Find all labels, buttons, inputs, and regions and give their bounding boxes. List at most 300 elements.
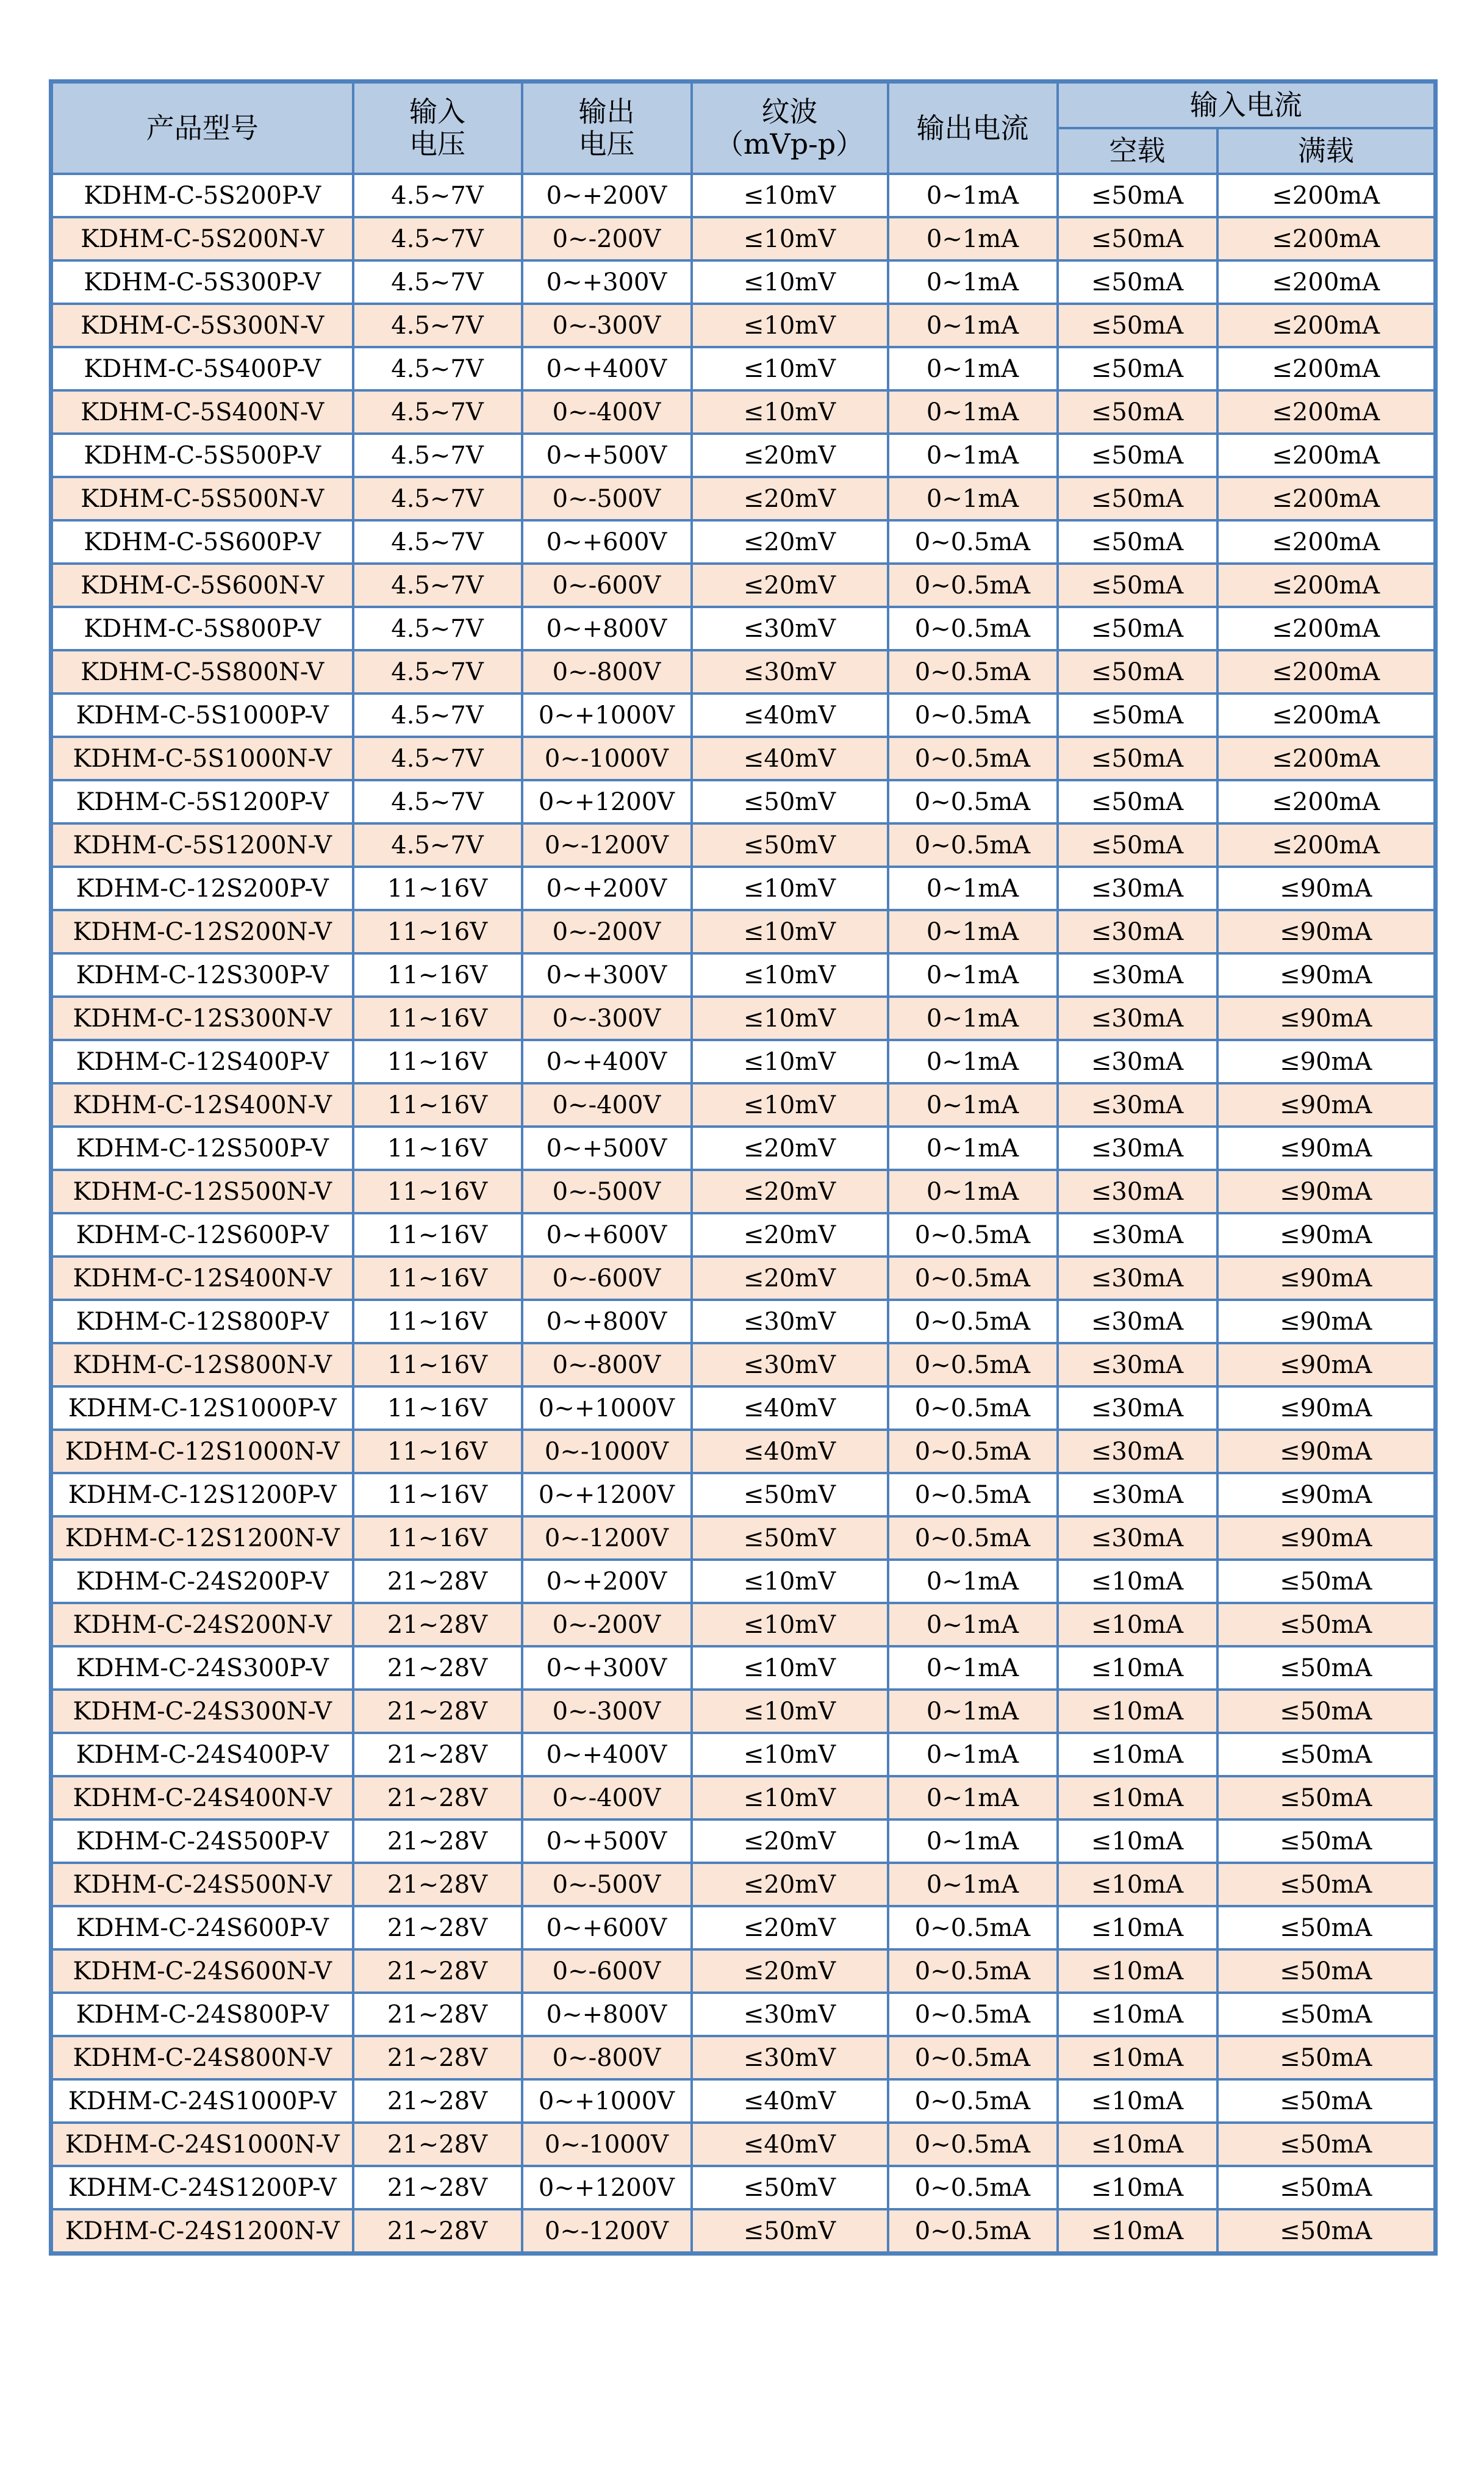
cell-ripple: ≤10mV <box>692 1083 888 1127</box>
cell-product-model: KDHM-C-12S200N-V <box>51 910 353 953</box>
cell-full-load-current: ≤50mA <box>1217 1603 1436 1646</box>
table-row <box>51 564 1436 607</box>
cell-no-load-current: ≤30mA <box>1058 1386 1217 1430</box>
cell-product-model: KDHM-C-5S400N-V <box>51 390 353 434</box>
cell-product-model: KDHM-C-24S500P-V <box>51 1819 353 1863</box>
cell-ripple: ≤10mV <box>692 1646 888 1690</box>
cell-full-load-current: ≤90mA <box>1217 1257 1436 1300</box>
table-row <box>51 2123 1436 2166</box>
table-row <box>51 1300 1436 1343</box>
cell-full-load-current: ≤50mA <box>1217 2036 1436 2079</box>
cell-input-voltage: 4.5~7V <box>353 477 522 520</box>
cell-input-voltage: 21~28V <box>353 2166 522 2209</box>
cell-no-load-current: ≤30mA <box>1058 1040 1217 1083</box>
cell-ripple: ≤30mV <box>692 1993 888 2036</box>
cell-output-voltage: 0~+300V <box>522 1646 692 1690</box>
cell-ripple: ≤50mV <box>692 780 888 823</box>
cell-output-current: 0~1mA <box>888 1560 1058 1603</box>
table-row <box>51 2166 1436 2209</box>
table-row <box>51 823 1436 867</box>
cell-output-voltage: 0~+1200V <box>522 780 692 823</box>
cell-product-model: KDHM-C-12S1200N-V <box>51 1516 353 1560</box>
table-row <box>51 1040 1436 1083</box>
cell-product-model: KDHM-C-24S800N-V <box>51 2036 353 2079</box>
cell-product-model: KDHM-C-5S200P-V <box>51 174 353 217</box>
cell-output-voltage: 0~+200V <box>522 867 692 910</box>
cell-input-voltage: 4.5~7V <box>353 260 522 304</box>
cell-output-voltage: 0~+1200V <box>522 1473 692 1516</box>
cell-no-load-current: ≤30mA <box>1058 997 1217 1040</box>
cell-product-model: KDHM-C-12S1000N-V <box>51 1430 353 1473</box>
cell-ripple: ≤30mV <box>692 607 888 650</box>
cell-no-load-current: ≤10mA <box>1058 1863 1217 1906</box>
cell-output-voltage: 0~-1200V <box>522 2209 692 2254</box>
cell-input-voltage: 21~28V <box>353 1603 522 1646</box>
cell-no-load-current: ≤10mA <box>1058 2166 1217 2209</box>
cell-output-voltage: 0~+400V <box>522 1040 692 1083</box>
table-row <box>51 174 1436 217</box>
cell-no-load-current: ≤50mA <box>1058 304 1217 347</box>
header-output-voltage-line2: 电压 <box>578 127 635 160</box>
table-row <box>51 390 1436 434</box>
cell-full-load-current: ≤200mA <box>1217 304 1436 347</box>
table-row <box>51 1083 1436 1127</box>
cell-product-model: KDHM-C-24S1000P-V <box>51 2079 353 2123</box>
cell-ripple: ≤20mV <box>692 1819 888 1863</box>
header-input-voltage-line2: 电压 <box>409 127 465 160</box>
cell-output-current: 0~1mA <box>888 217 1058 260</box>
cell-ripple: ≤10mV <box>692 1733 888 1776</box>
cell-product-model: KDHM-C-5S1000N-V <box>51 737 353 780</box>
cell-product-model: KDHM-C-12S400N-V <box>51 1083 353 1127</box>
cell-ripple: ≤10mV <box>692 174 888 217</box>
table-row <box>51 1170 1436 1213</box>
cell-output-voltage: 0~-600V <box>522 1257 692 1300</box>
cell-full-load-current: ≤90mA <box>1217 867 1436 910</box>
cell-output-voltage: 0~+500V <box>522 1127 692 1170</box>
cell-output-current: 0~0.5mA <box>888 2209 1058 2254</box>
cell-no-load-current: ≤10mA <box>1058 1603 1217 1646</box>
cell-ripple: ≤10mV <box>692 217 888 260</box>
cell-output-current: 0~0.5mA <box>888 1906 1058 1949</box>
cell-product-model: KDHM-C-24S400P-V <box>51 1733 353 1776</box>
cell-output-current: 0~1mA <box>888 304 1058 347</box>
table-row <box>51 997 1436 1040</box>
cell-output-current: 0~1mA <box>888 1690 1058 1733</box>
cell-ripple: ≤10mV <box>692 1560 888 1603</box>
cell-output-voltage: 0~+500V <box>522 434 692 477</box>
cell-output-voltage: 0~-200V <box>522 1603 692 1646</box>
cell-input-voltage: 4.5~7V <box>353 780 522 823</box>
cell-output-voltage: 0~-1200V <box>522 1516 692 1560</box>
cell-output-voltage: 0~+800V <box>522 1300 692 1343</box>
table-row <box>51 1690 1436 1733</box>
cell-product-model: KDHM-C-24S600N-V <box>51 1949 353 1993</box>
cell-output-current: 0~1mA <box>888 953 1058 997</box>
cell-no-load-current: ≤10mA <box>1058 2209 1217 2254</box>
cell-input-voltage: 4.5~7V <box>353 390 522 434</box>
cell-full-load-current: ≤90mA <box>1217 1127 1436 1170</box>
cell-no-load-current: ≤30mA <box>1058 1430 1217 1473</box>
cell-output-voltage: 0~-800V <box>522 650 692 694</box>
cell-full-load-current: ≤200mA <box>1217 434 1436 477</box>
cell-product-model: KDHM-C-24S800P-V <box>51 1993 353 2036</box>
cell-no-load-current: ≤10mA <box>1058 1560 1217 1603</box>
cell-full-load-current: ≤50mA <box>1217 1819 1436 1863</box>
cell-no-load-current: ≤50mA <box>1058 174 1217 217</box>
cell-full-load-current: ≤200mA <box>1217 477 1436 520</box>
cell-no-load-current: ≤10mA <box>1058 1733 1217 1776</box>
cell-product-model: KDHM-C-12S300P-V <box>51 953 353 997</box>
cell-full-load-current: ≤50mA <box>1217 2123 1436 2166</box>
cell-ripple: ≤30mV <box>692 1300 888 1343</box>
cell-no-load-current: ≤50mA <box>1058 477 1217 520</box>
cell-full-load-current: ≤200mA <box>1217 737 1436 780</box>
cell-input-voltage: 21~28V <box>353 2036 522 2079</box>
cell-ripple: ≤30mV <box>692 2036 888 2079</box>
cell-full-load-current: ≤90mA <box>1217 953 1436 997</box>
cell-output-current: 0~0.5mA <box>888 1343 1058 1386</box>
table-row <box>51 1733 1436 1776</box>
cell-input-voltage: 4.5~7V <box>353 520 522 564</box>
cell-input-voltage: 21~28V <box>353 1560 522 1603</box>
header-output-current: 输出电流 <box>888 82 1058 174</box>
cell-input-voltage: 4.5~7V <box>353 217 522 260</box>
cell-full-load-current: ≤90mA <box>1217 1300 1436 1343</box>
cell-ripple: ≤10mV <box>692 390 888 434</box>
cell-ripple: ≤20mV <box>692 1863 888 1906</box>
cell-output-voltage: 0~+1000V <box>522 1386 692 1430</box>
cell-ripple: ≤20mV <box>692 520 888 564</box>
table-row <box>51 737 1436 780</box>
cell-output-current: 0~1mA <box>888 997 1058 1040</box>
cell-full-load-current: ≤90mA <box>1217 1213 1436 1257</box>
product-spec-table <box>49 79 1438 2256</box>
cell-ripple: ≤20mV <box>692 1170 888 1213</box>
cell-full-load-current: ≤90mA <box>1217 1083 1436 1127</box>
cell-output-voltage: 0~-300V <box>522 304 692 347</box>
cell-output-voltage: 0~-500V <box>522 477 692 520</box>
cell-full-load-current: ≤90mA <box>1217 1386 1436 1430</box>
cell-input-voltage: 21~28V <box>353 1776 522 1819</box>
table-row <box>51 347 1436 390</box>
cell-output-current: 0~0.5mA <box>888 737 1058 780</box>
cell-input-voltage: 11~16V <box>353 1473 522 1516</box>
cell-input-voltage: 4.5~7V <box>353 694 522 737</box>
cell-product-model: KDHM-C-24S1200N-V <box>51 2209 353 2254</box>
cell-input-voltage: 11~16V <box>353 910 522 953</box>
table-row <box>51 217 1436 260</box>
cell-product-model: KDHM-C-12S400P-V <box>51 1040 353 1083</box>
cell-full-load-current: ≤50mA <box>1217 1993 1436 2036</box>
table-row <box>51 1863 1436 1906</box>
table-row <box>51 304 1436 347</box>
table-row <box>51 520 1436 564</box>
cell-full-load-current: ≤90mA <box>1217 997 1436 1040</box>
cell-output-current: 0~0.5mA <box>888 520 1058 564</box>
cell-output-current: 0~1mA <box>888 1819 1058 1863</box>
cell-output-voltage: 0~+200V <box>522 1560 692 1603</box>
cell-input-voltage: 11~16V <box>353 1386 522 1430</box>
cell-output-voltage: 0~-200V <box>522 217 692 260</box>
cell-input-voltage: 21~28V <box>353 1863 522 1906</box>
cell-output-current: 0~0.5mA <box>888 1949 1058 1993</box>
cell-ripple: ≤10mV <box>692 347 888 390</box>
cell-full-load-current: ≤50mA <box>1217 1906 1436 1949</box>
cell-ripple: ≤50mV <box>692 1473 888 1516</box>
cell-output-current: 0~1mA <box>888 1733 1058 1776</box>
table-row <box>51 2209 1436 2254</box>
cell-ripple: ≤50mV <box>692 1516 888 1560</box>
cell-output-current: 0~1mA <box>888 1170 1058 1213</box>
cell-full-load-current: ≤200mA <box>1217 520 1436 564</box>
table-row <box>51 607 1436 650</box>
cell-full-load-current: ≤90mA <box>1217 1430 1436 1473</box>
table-row <box>51 1560 1436 1603</box>
cell-output-voltage: 0~-300V <box>522 1690 692 1733</box>
header-product-model: 产品型号 <box>51 82 353 174</box>
cell-input-voltage: 11~16V <box>353 997 522 1040</box>
cell-no-load-current: ≤30mA <box>1058 910 1217 953</box>
cell-product-model: KDHM-C-5S1000P-V <box>51 694 353 737</box>
cell-output-voltage: 0~-1000V <box>522 737 692 780</box>
cell-full-load-current: ≤200mA <box>1217 694 1436 737</box>
table-header <box>51 82 1436 174</box>
cell-output-voltage: 0~+300V <box>522 953 692 997</box>
cell-product-model: KDHM-C-24S600P-V <box>51 1906 353 1949</box>
cell-full-load-current: ≤50mA <box>1217 1646 1436 1690</box>
cell-ripple: ≤10mV <box>692 260 888 304</box>
cell-output-voltage: 0~-500V <box>522 1170 692 1213</box>
cell-product-model: KDHM-C-5S800P-V <box>51 607 353 650</box>
cell-ripple: ≤40mV <box>692 694 888 737</box>
cell-product-model: KDHM-C-24S1000N-V <box>51 2123 353 2166</box>
cell-output-current: 0~0.5mA <box>888 2079 1058 2123</box>
cell-input-voltage: 4.5~7V <box>353 737 522 780</box>
cell-input-voltage: 11~16V <box>353 1257 522 1300</box>
header-no-load: 空载 <box>1058 128 1217 174</box>
cell-output-current: 0~0.5mA <box>888 1993 1058 2036</box>
cell-no-load-current: ≤30mA <box>1058 953 1217 997</box>
cell-ripple: ≤40mV <box>692 2123 888 2166</box>
cell-no-load-current: ≤10mA <box>1058 1776 1217 1819</box>
cell-ripple: ≤10mV <box>692 1040 888 1083</box>
cell-output-voltage: 0~-1200V <box>522 823 692 867</box>
cell-full-load-current: ≤200mA <box>1217 650 1436 694</box>
cell-full-load-current: ≤50mA <box>1217 2209 1436 2254</box>
cell-full-load-current: ≤200mA <box>1217 607 1436 650</box>
cell-input-voltage: 21~28V <box>353 2209 522 2254</box>
cell-no-load-current: ≤50mA <box>1058 607 1217 650</box>
cell-input-voltage: 21~28V <box>353 1646 522 1690</box>
cell-no-load-current: ≤30mA <box>1058 1170 1217 1213</box>
cell-input-voltage: 21~28V <box>353 1993 522 2036</box>
cell-ripple: ≤40mV <box>692 2079 888 2123</box>
cell-full-load-current: ≤200mA <box>1217 564 1436 607</box>
cell-output-voltage: 0~-800V <box>522 2036 692 2079</box>
table-row <box>51 434 1436 477</box>
cell-full-load-current: ≤50mA <box>1217 1733 1436 1776</box>
cell-full-load-current: ≤50mA <box>1217 1949 1436 1993</box>
cell-output-voltage: 0~+600V <box>522 1906 692 1949</box>
cell-output-current: 0~1mA <box>888 910 1058 953</box>
cell-output-current: 0~0.5mA <box>888 1430 1058 1473</box>
cell-full-load-current: ≤200mA <box>1217 174 1436 217</box>
cell-input-voltage: 4.5~7V <box>353 304 522 347</box>
cell-input-voltage: 11~16V <box>353 1300 522 1343</box>
cell-output-current: 0~1mA <box>888 1127 1058 1170</box>
cell-input-voltage: 4.5~7V <box>353 174 522 217</box>
cell-output-voltage: 0~+400V <box>522 347 692 390</box>
cell-no-load-current: ≤10mA <box>1058 1949 1217 1993</box>
cell-output-voltage: 0~-400V <box>522 1083 692 1127</box>
cell-output-current: 0~1mA <box>888 477 1058 520</box>
cell-full-load-current: ≤90mA <box>1217 1343 1436 1386</box>
cell-output-current: 0~0.5mA <box>888 1386 1058 1430</box>
cell-full-load-current: ≤200mA <box>1217 347 1436 390</box>
cell-ripple: ≤20mV <box>692 1949 888 1993</box>
cell-input-voltage: 4.5~7V <box>353 434 522 477</box>
cell-output-current: 0~0.5mA <box>888 823 1058 867</box>
cell-ripple: ≤40mV <box>692 1430 888 1473</box>
cell-no-load-current: ≤10mA <box>1058 1690 1217 1733</box>
table-row <box>51 1993 1436 2036</box>
cell-full-load-current: ≤50mA <box>1217 1560 1436 1603</box>
cell-input-voltage: 4.5~7V <box>353 607 522 650</box>
cell-output-current: 0~0.5mA <box>888 694 1058 737</box>
cell-product-model: KDHM-C-5S800N-V <box>51 650 353 694</box>
cell-output-current: 0~1mA <box>888 174 1058 217</box>
cell-output-current: 0~0.5mA <box>888 564 1058 607</box>
cell-input-voltage: 11~16V <box>353 1170 522 1213</box>
table-row <box>51 1646 1436 1690</box>
table-row <box>51 910 1436 953</box>
header-output-voltage <box>522 82 692 174</box>
header-input-current: 输入电流 <box>1058 82 1436 129</box>
cell-no-load-current: ≤10mA <box>1058 2079 1217 2123</box>
cell-ripple: ≤20mV <box>692 477 888 520</box>
cell-ripple: ≤10mV <box>692 867 888 910</box>
cell-input-voltage: 11~16V <box>353 1083 522 1127</box>
cell-output-voltage: 0~+800V <box>522 607 692 650</box>
cell-full-load-current: ≤90mA <box>1217 1040 1436 1083</box>
table-row <box>51 694 1436 737</box>
cell-output-current: 0~0.5mA <box>888 780 1058 823</box>
cell-input-voltage: 11~16V <box>353 1127 522 1170</box>
cell-product-model: KDHM-C-12S500N-V <box>51 1170 353 1213</box>
cell-input-voltage: 11~16V <box>353 1213 522 1257</box>
cell-no-load-current: ≤50mA <box>1058 694 1217 737</box>
cell-output-current: 0~1mA <box>888 1040 1058 1083</box>
cell-product-model: KDHM-C-24S300N-V <box>51 1690 353 1733</box>
cell-full-load-current: ≤90mA <box>1217 1473 1436 1516</box>
cell-output-voltage: 0~+200V <box>522 174 692 217</box>
cell-output-current: 0~1mA <box>888 390 1058 434</box>
table-row <box>51 1213 1436 1257</box>
cell-input-voltage: 11~16V <box>353 953 522 997</box>
cell-product-model: KDHM-C-5S600N-V <box>51 564 353 607</box>
cell-product-model: KDHM-C-5S200N-V <box>51 217 353 260</box>
header-ripple <box>692 82 888 174</box>
cell-no-load-current: ≤50mA <box>1058 780 1217 823</box>
cell-input-voltage: 4.5~7V <box>353 347 522 390</box>
cell-output-voltage: 0~-400V <box>522 390 692 434</box>
table-row <box>51 1819 1436 1863</box>
cell-no-load-current: ≤10mA <box>1058 1646 1217 1690</box>
table-row <box>51 953 1436 997</box>
cell-no-load-current: ≤50mA <box>1058 260 1217 304</box>
cell-input-voltage: 11~16V <box>353 1040 522 1083</box>
cell-product-model: KDHM-C-12S600P-V <box>51 1213 353 1257</box>
table-row <box>51 1906 1436 1949</box>
cell-no-load-current: ≤10mA <box>1058 1819 1217 1863</box>
table-row <box>51 1776 1436 1819</box>
cell-no-load-current: ≤30mA <box>1058 867 1217 910</box>
cell-product-model: KDHM-C-12S500P-V <box>51 1127 353 1170</box>
cell-ripple: ≤10mV <box>692 953 888 997</box>
cell-no-load-current: ≤30mA <box>1058 1343 1217 1386</box>
cell-no-load-current: ≤10mA <box>1058 2123 1217 2166</box>
cell-ripple: ≤50mV <box>692 823 888 867</box>
cell-input-voltage: 21~28V <box>353 1906 522 1949</box>
cell-input-voltage: 4.5~7V <box>353 650 522 694</box>
cell-ripple: ≤10mV <box>692 1603 888 1646</box>
cell-product-model: KDHM-C-12S200P-V <box>51 867 353 910</box>
cell-output-current: 0~1mA <box>888 260 1058 304</box>
cell-output-voltage: 0~-600V <box>522 1949 692 1993</box>
cell-full-load-current: ≤50mA <box>1217 2079 1436 2123</box>
cell-no-load-current: ≤50mA <box>1058 650 1217 694</box>
cell-output-voltage: 0~-300V <box>522 997 692 1040</box>
cell-no-load-current: ≤30mA <box>1058 1257 1217 1300</box>
cell-no-load-current: ≤50mA <box>1058 434 1217 477</box>
cell-full-load-current: ≤90mA <box>1217 910 1436 953</box>
table-row <box>51 1386 1436 1430</box>
cell-product-model: KDHM-C-24S500N-V <box>51 1863 353 1906</box>
cell-no-load-current: ≤30mA <box>1058 1083 1217 1127</box>
cell-output-current: 0~0.5mA <box>888 607 1058 650</box>
header-ripple-line1: 纹波 <box>761 95 818 129</box>
cell-no-load-current: ≤50mA <box>1058 217 1217 260</box>
cell-no-load-current: ≤30mA <box>1058 1300 1217 1343</box>
table-row <box>51 1343 1436 1386</box>
cell-input-voltage: 11~16V <box>353 1516 522 1560</box>
table-row <box>51 477 1436 520</box>
cell-output-current: 0~1mA <box>888 1603 1058 1646</box>
cell-ripple: ≤20mV <box>692 1257 888 1300</box>
cell-product-model: KDHM-C-5S1200N-V <box>51 823 353 867</box>
cell-full-load-current: ≤200mA <box>1217 260 1436 304</box>
cell-no-load-current: ≤10mA <box>1058 1993 1217 2036</box>
cell-output-voltage: 0~+400V <box>522 1733 692 1776</box>
cell-full-load-current: ≤50mA <box>1217 1863 1436 1906</box>
table-row <box>51 780 1436 823</box>
header-output-voltage-line1: 输出 <box>578 95 635 129</box>
cell-product-model: KDHM-C-5S400P-V <box>51 347 353 390</box>
cell-output-current: 0~1mA <box>888 1863 1058 1906</box>
cell-output-current: 0~0.5mA <box>888 2036 1058 2079</box>
cell-output-current: 0~0.5mA <box>888 1516 1058 1560</box>
table-row <box>51 1603 1436 1646</box>
cell-input-voltage: 21~28V <box>353 2123 522 2166</box>
cell-product-model: KDHM-C-5S500P-V <box>51 434 353 477</box>
cell-input-voltage: 21~28V <box>353 1949 522 1993</box>
cell-output-voltage: 0~+600V <box>522 520 692 564</box>
cell-ripple: ≤20mV <box>692 434 888 477</box>
header-input-voltage-line1: 输入 <box>409 95 465 129</box>
cell-product-model: KDHM-C-24S200P-V <box>51 1560 353 1603</box>
table-row <box>51 260 1436 304</box>
